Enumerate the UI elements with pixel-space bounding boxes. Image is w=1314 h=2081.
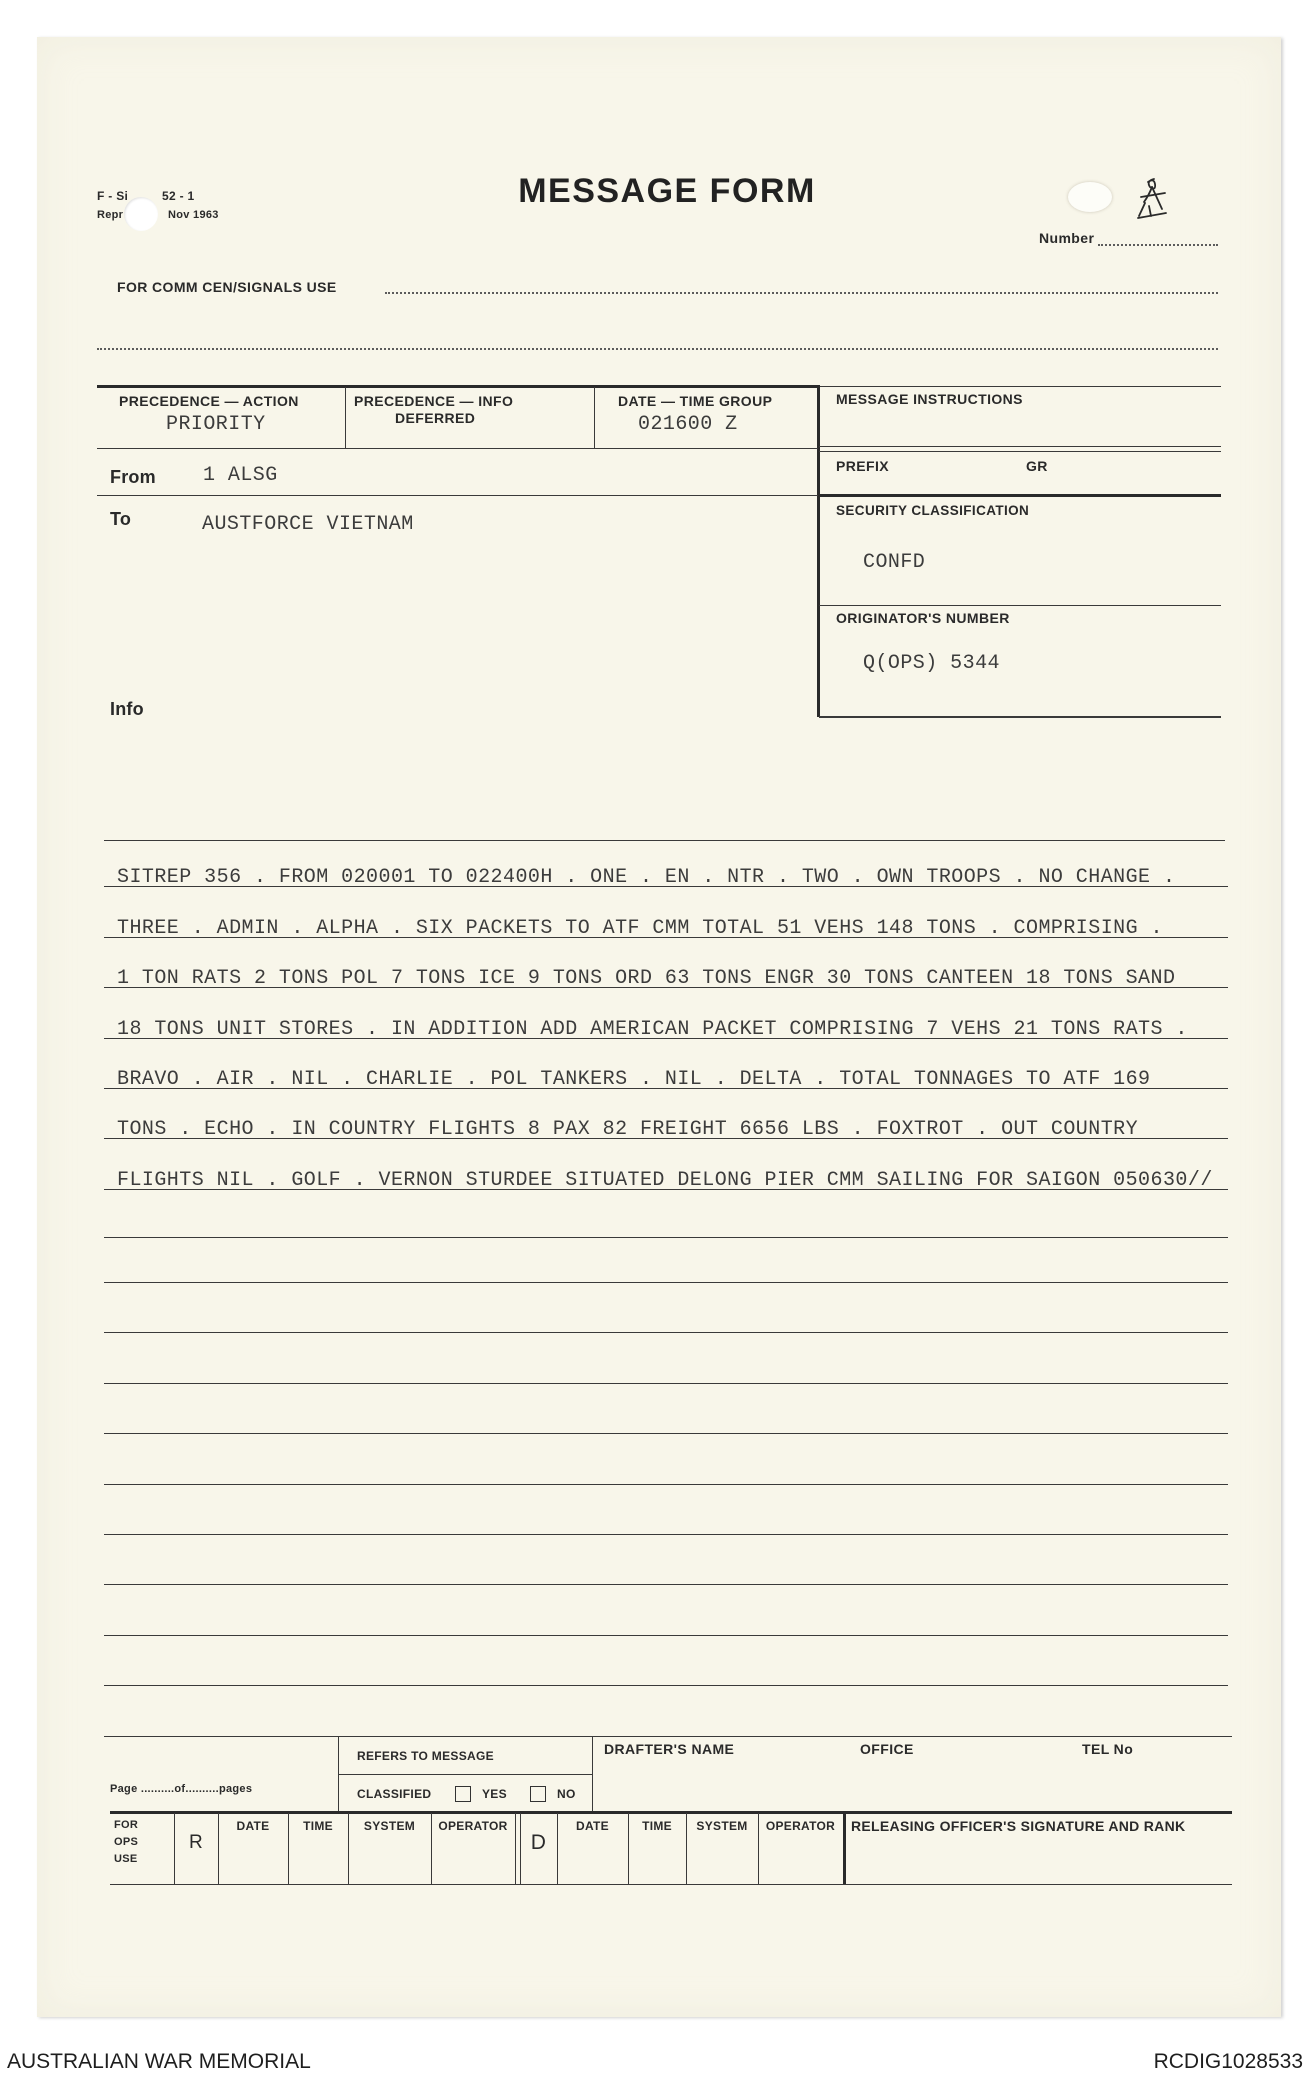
table-top-rule bbox=[97, 385, 819, 388]
despatch-marker: D bbox=[530, 1831, 547, 1854]
originators-number-label: ORIGINATOR'S NUMBER bbox=[836, 610, 1010, 626]
precedence-action-value: PRIORITY bbox=[166, 413, 266, 436]
precedence-action-label: PRECEDENCE — ACTION bbox=[119, 393, 299, 409]
ops-bottom-rule bbox=[110, 1884, 1232, 1885]
comm-cen-dotted-line bbox=[385, 292, 1218, 294]
message-line: TONS . ECHO . IN COUNTRY FLIGHTS 8 PAX 82 FREIGHT 6656 LBS . FOXTROT . OUT COUNTRY bbox=[117, 1118, 1139, 1141]
ruled-line bbox=[104, 1534, 1228, 1535]
classified-yes-checkbox bbox=[455, 1786, 471, 1802]
prefix-label: PREFIX bbox=[836, 458, 889, 474]
to-value: AUSTFORCE VIETNAM bbox=[202, 513, 414, 536]
no-label: NO bbox=[557, 1787, 576, 1801]
ruled-line bbox=[104, 1138, 1228, 1139]
ops-divider-thick bbox=[843, 1813, 846, 1884]
ruled-line bbox=[104, 987, 1228, 988]
from-label: From bbox=[110, 467, 156, 487]
form-code: F - Si bbox=[97, 189, 129, 203]
instructions-left-border bbox=[817, 385, 820, 717]
ruled-line bbox=[104, 1189, 1228, 1190]
ruled-line bbox=[104, 1433, 1228, 1434]
item-id-caption: RCDIG1028533 bbox=[1153, 2050, 1303, 2073]
punch-hole bbox=[124, 197, 158, 231]
comm-cen-label: FOR COMM CEN/SIGNALS USE bbox=[117, 279, 337, 295]
prefix-bottom-rule bbox=[819, 494, 1221, 497]
drafting-top-rule bbox=[104, 1736, 1232, 1737]
instructions-top-rule bbox=[819, 386, 1221, 387]
ops-top-rule bbox=[110, 1811, 1232, 1814]
yes-label: YES bbox=[482, 1787, 507, 1801]
gr-label: GR bbox=[1026, 458, 1048, 474]
despatch-system-label: SYSTEM bbox=[696, 1819, 748, 1833]
ruled-line bbox=[104, 1237, 1228, 1238]
security-classification-value: CONFD bbox=[863, 551, 926, 574]
receive-time-label: TIME bbox=[303, 1819, 333, 1833]
receive-date-label: DATE bbox=[236, 1819, 270, 1833]
message-line: THREE . ADMIN . ALPHA . SIX PACKETS TO ATF CMM TOTAL 51 VEHS 148 TONS . COMPRISING . bbox=[117, 917, 1163, 940]
receive-system-label: SYSTEM bbox=[363, 1819, 416, 1833]
ruled-line bbox=[104, 1282, 1228, 1283]
message-line: FLIGHTS NIL . GOLF . VERNON STURDEE SITUATED DELONG PIER CMM SAILING FOR SAIGON 050630// bbox=[117, 1169, 1213, 1192]
ruled-line bbox=[104, 937, 1228, 938]
date-time-group-value: 021600 Z bbox=[638, 413, 738, 436]
collection-caption: AUSTRALIAN WAR MEMORIAL bbox=[7, 2050, 311, 2073]
releasing-officer-label: RELEASING OFFICER'S SIGNATURE AND RANK bbox=[851, 1818, 1186, 1834]
classified-no-checkbox bbox=[530, 1786, 546, 1802]
for-ops-use-label: USE bbox=[114, 1853, 138, 1865]
despatch-time-label: TIME bbox=[642, 1819, 672, 1833]
date-time-group-label: DATE — TIME GROUP bbox=[618, 393, 773, 409]
ruled-line bbox=[104, 1088, 1228, 1089]
refers-to-message-label: REFERS TO MESSAGE bbox=[357, 1749, 494, 1763]
for-ops-use-label: FOR bbox=[114, 1819, 139, 1831]
to-label: To bbox=[110, 509, 132, 529]
receive-marker: R bbox=[188, 1832, 204, 1853]
number-dotted-line bbox=[1098, 244, 1218, 246]
ruled-line bbox=[104, 1332, 1228, 1333]
tel-no-label: TEL No bbox=[1082, 1741, 1134, 1757]
message-line: BRAVO . AIR . NIL . CHARLIE . POL TANKERS . NIL . DELTA . TOTAL TONNAGES TO ATF 169 bbox=[117, 1068, 1151, 1091]
page-count-label: Page ..........of..........pages bbox=[110, 1783, 253, 1795]
originators-number-value: Q(OPS) 5344 bbox=[863, 652, 1000, 675]
precedence-info-label: PRECEDENCE — INFO bbox=[354, 393, 514, 409]
ruled-line bbox=[104, 1685, 1228, 1686]
ruled-line bbox=[104, 1584, 1228, 1585]
ruled-line bbox=[104, 1383, 1228, 1384]
refers-box-right bbox=[592, 1737, 593, 1812]
from-value: 1 ALSG bbox=[203, 464, 278, 487]
precedence-divider bbox=[345, 387, 346, 449]
info-label: Info bbox=[110, 699, 144, 719]
instructions-double-rule-b bbox=[819, 451, 1221, 452]
dtg-divider bbox=[594, 387, 595, 449]
ruled-line bbox=[104, 886, 1228, 887]
message-line: SITREP 356 . FROM 020001 TO 022400H . ONE . EN . NTR . TWO . OWN TROOPS . NO CHANGE . bbox=[117, 866, 1176, 889]
originator-bottom-rule bbox=[819, 716, 1221, 718]
paper-damage bbox=[1068, 182, 1112, 212]
security-classification-label: SECURITY CLASSIFICATION bbox=[836, 503, 1030, 518]
instructions-double-rule-a bbox=[819, 446, 1221, 447]
number-label: Number bbox=[1039, 230, 1095, 246]
precedence-bottom-rule bbox=[97, 448, 818, 449]
form-code-number: 52 - 1 bbox=[162, 189, 195, 203]
ruled-line bbox=[104, 1038, 1228, 1039]
message-line: 1 TON RATS 2 TONS POL 7 TONS ICE 9 TONS ORD 63 TONS ENGR 30 TONS CANTEEN 18 TONS SAND bbox=[117, 967, 1176, 990]
drafters-name-label: DRAFTER'S NAME bbox=[604, 1741, 735, 1757]
comm-cen-dotted-line-2 bbox=[97, 348, 1218, 350]
precedence-info-value: DEFERRED bbox=[395, 410, 476, 426]
message-instructions-label: MESSAGE INSTRUCTIONS bbox=[836, 391, 1023, 407]
classified-label: CLASSIFIED bbox=[357, 1787, 432, 1801]
office-label: OFFICE bbox=[860, 1741, 914, 1757]
form-title: MESSAGE FORM bbox=[518, 172, 816, 210]
despatch-date-label: DATE bbox=[576, 1819, 609, 1833]
refers-box-divider bbox=[338, 1774, 592, 1775]
from-bottom-rule bbox=[97, 495, 818, 496]
ops-divider bbox=[515, 1813, 516, 1884]
ruled-line bbox=[104, 1635, 1228, 1636]
reprint-prefix: Repr bbox=[97, 209, 124, 221]
for-ops-use-label: OPS bbox=[114, 1836, 139, 1848]
receive-operator-label: OPERATOR bbox=[438, 1819, 508, 1833]
security-bottom-rule bbox=[819, 605, 1221, 606]
despatch-operator-label: OPERATOR bbox=[765, 1819, 836, 1833]
message-line: 18 TONS UNIT STORES . IN ADDITION ADD AMERICAN PACKET COMPRISING 7 VEHS 21 TONS RATS . bbox=[117, 1018, 1188, 1041]
ruled-line bbox=[104, 1484, 1228, 1485]
handwritten-mark bbox=[1130, 176, 1174, 226]
body-top-rule bbox=[104, 840, 1225, 841]
reprint-date: Nov 1963 bbox=[168, 209, 219, 221]
